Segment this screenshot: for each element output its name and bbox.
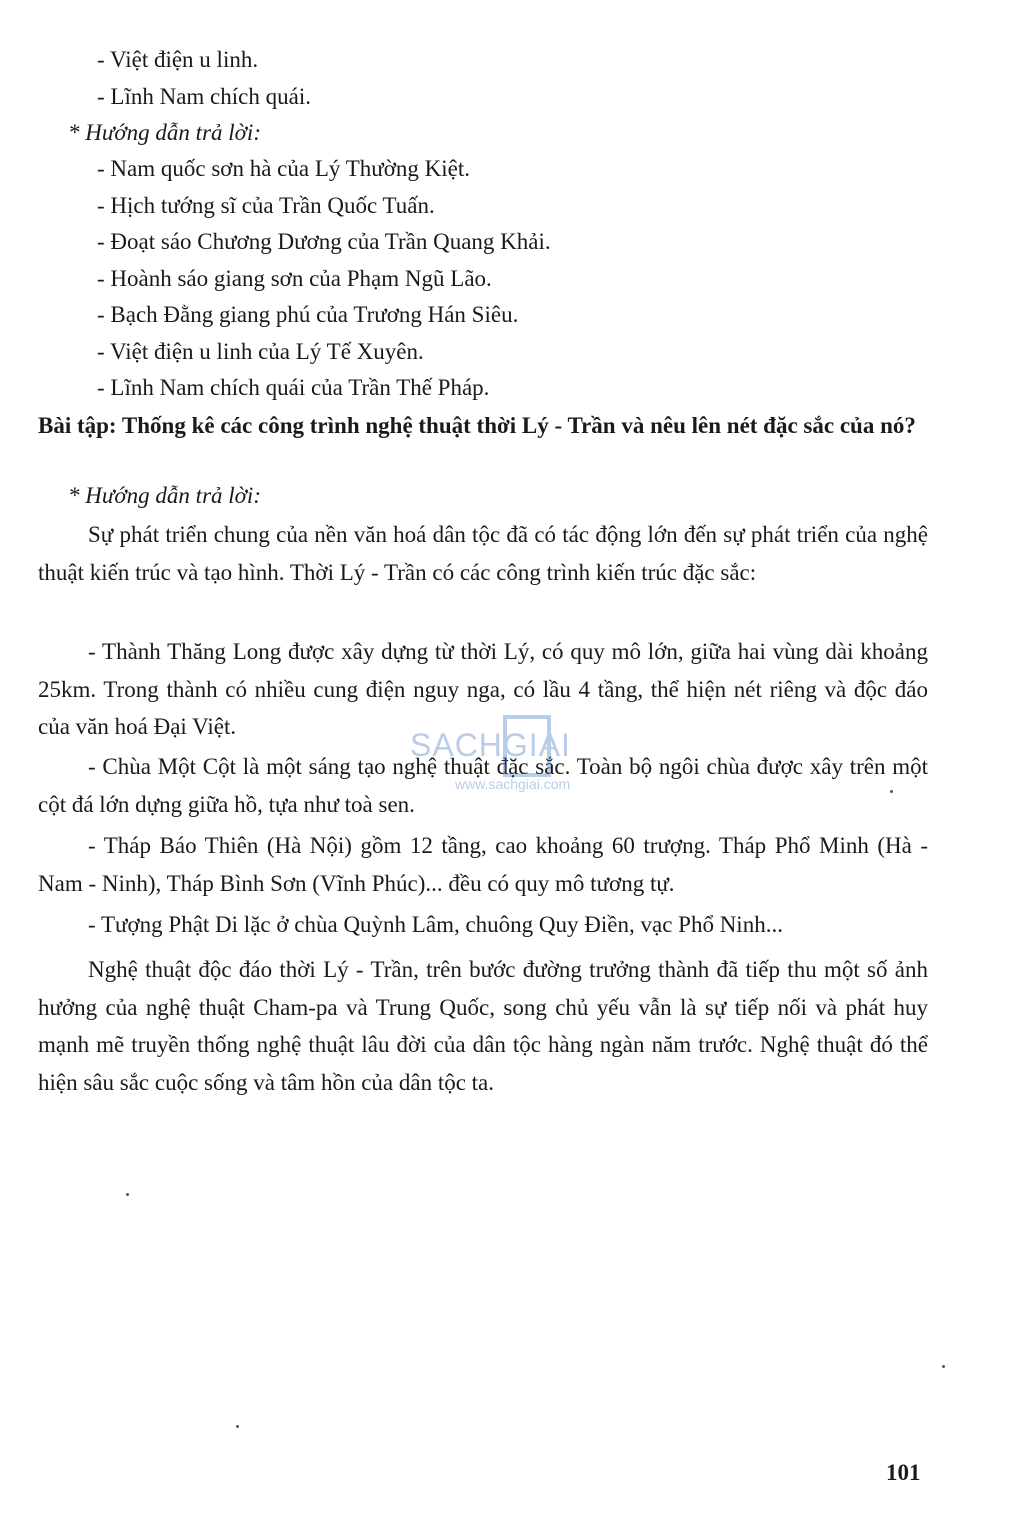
answer-item-7: - Lĩnh Nam chích quái của Trần Thế Pháp. [97, 375, 490, 400]
exercise-heading: Bài tập: Thống kê các công trình nghệ thuật thời Lý - Trần và nêu lên nét đặc sắc của nó? [38, 413, 916, 438]
scan-speck [126, 1193, 129, 1196]
scan-speck [942, 1365, 945, 1368]
guide-label-2: * Hướng dẫn trả lời: [68, 483, 261, 508]
intro-paragraph: Sự phát triển chung của nền văn hoá dân tộc đã có tác động lớn đến sự phát triển của nghệ thuật kiến trúc và tạo hình. Thời Lý - Trần có các công trình kiến trúc đặc sắc: [38, 522, 928, 585]
answer-item-1: - Nam quốc sơn hà của Lý Thường Kiệt. [97, 156, 470, 181]
work-tuong-phat: - Tượng Phật Di lặc ở chùa Quỳnh Lâm, chuông Quy Điền, vạc Phổ Ninh... [88, 912, 783, 937]
answer-item-4: - Hoành sáo giang sơn của Phạm Ngũ Lão. [97, 266, 492, 291]
answer-item-3: - Đoạt sáo Chương Dương của Trần Quang Khải. [97, 229, 551, 254]
guide-label-1: * Hướng dẫn trả lời: [68, 120, 261, 145]
conclusion-paragraph: Nghệ thuật độc đáo thời Lý - Trần, trên bước đường trưởng thành đã tiếp thu một số ảnh hưởng của nghệ thuật Cham-pa và Trung Quốc, song chủ yếu vẫn là sự tiếp nối và phát huy mạnh mẽ truyền thống nghệ thuật lâu đời của dân tộc hàng ngàn năm trước. Nghệ thuật đó thể hiện sâu sắc cuộc sống và tâm hồn của dân tộc ta. [38, 957, 928, 1095]
answer-item-2: - Hịch tướng sĩ của Trần Quốc Tuấn. [97, 193, 435, 218]
work-chua-mot-cot: - Chùa Một Cột là một sáng tạo nghệ thuật đặc sắc. Toàn bộ ngôi chùa được xây trên một cột đá lớn dựng giữa hồ, tựa như toà sen. [38, 754, 928, 817]
answer-item-6: - Việt điện u linh của Lý Tế Xuyên. [97, 339, 424, 364]
list-item-linh-nam-chich-quai: - Lĩnh Nam chích quái. [97, 84, 311, 109]
scan-speck [236, 1425, 239, 1428]
list-item-viet-dien-u-linh: - Việt điện u linh. [97, 47, 259, 72]
watermark-url: www.sachgiai.com [455, 776, 571, 792]
page-number: 101 [886, 1460, 921, 1485]
watermark-brand: SACHGIAI [410, 727, 571, 763]
answer-item-5: - Bạch Đằng giang phú của Trương Hán Siêu. [97, 302, 519, 327]
scan-speck [890, 790, 893, 793]
work-thap-bao-thien: - Tháp Báo Thiên (Hà Nội) gồm 12 tầng, cao khoảng 60 trượng. Tháp Phổ Minh (Hà - Nam - Ninh), Tháp Bình Sơn (Vĩnh Phúc)... đều có quy mô tương tự. [38, 833, 928, 896]
work-thang-long: - Thành Thăng Long được xây dựng từ thời Lý, có quy mô lớn, giữa hai vùng dài khoảng 25km. Trong thành có nhiều cung điện nguy nga, có lầu 4 tầng, thể hiện nét riêng và độc đáo của văn hoá Đại Việt. [38, 639, 928, 739]
